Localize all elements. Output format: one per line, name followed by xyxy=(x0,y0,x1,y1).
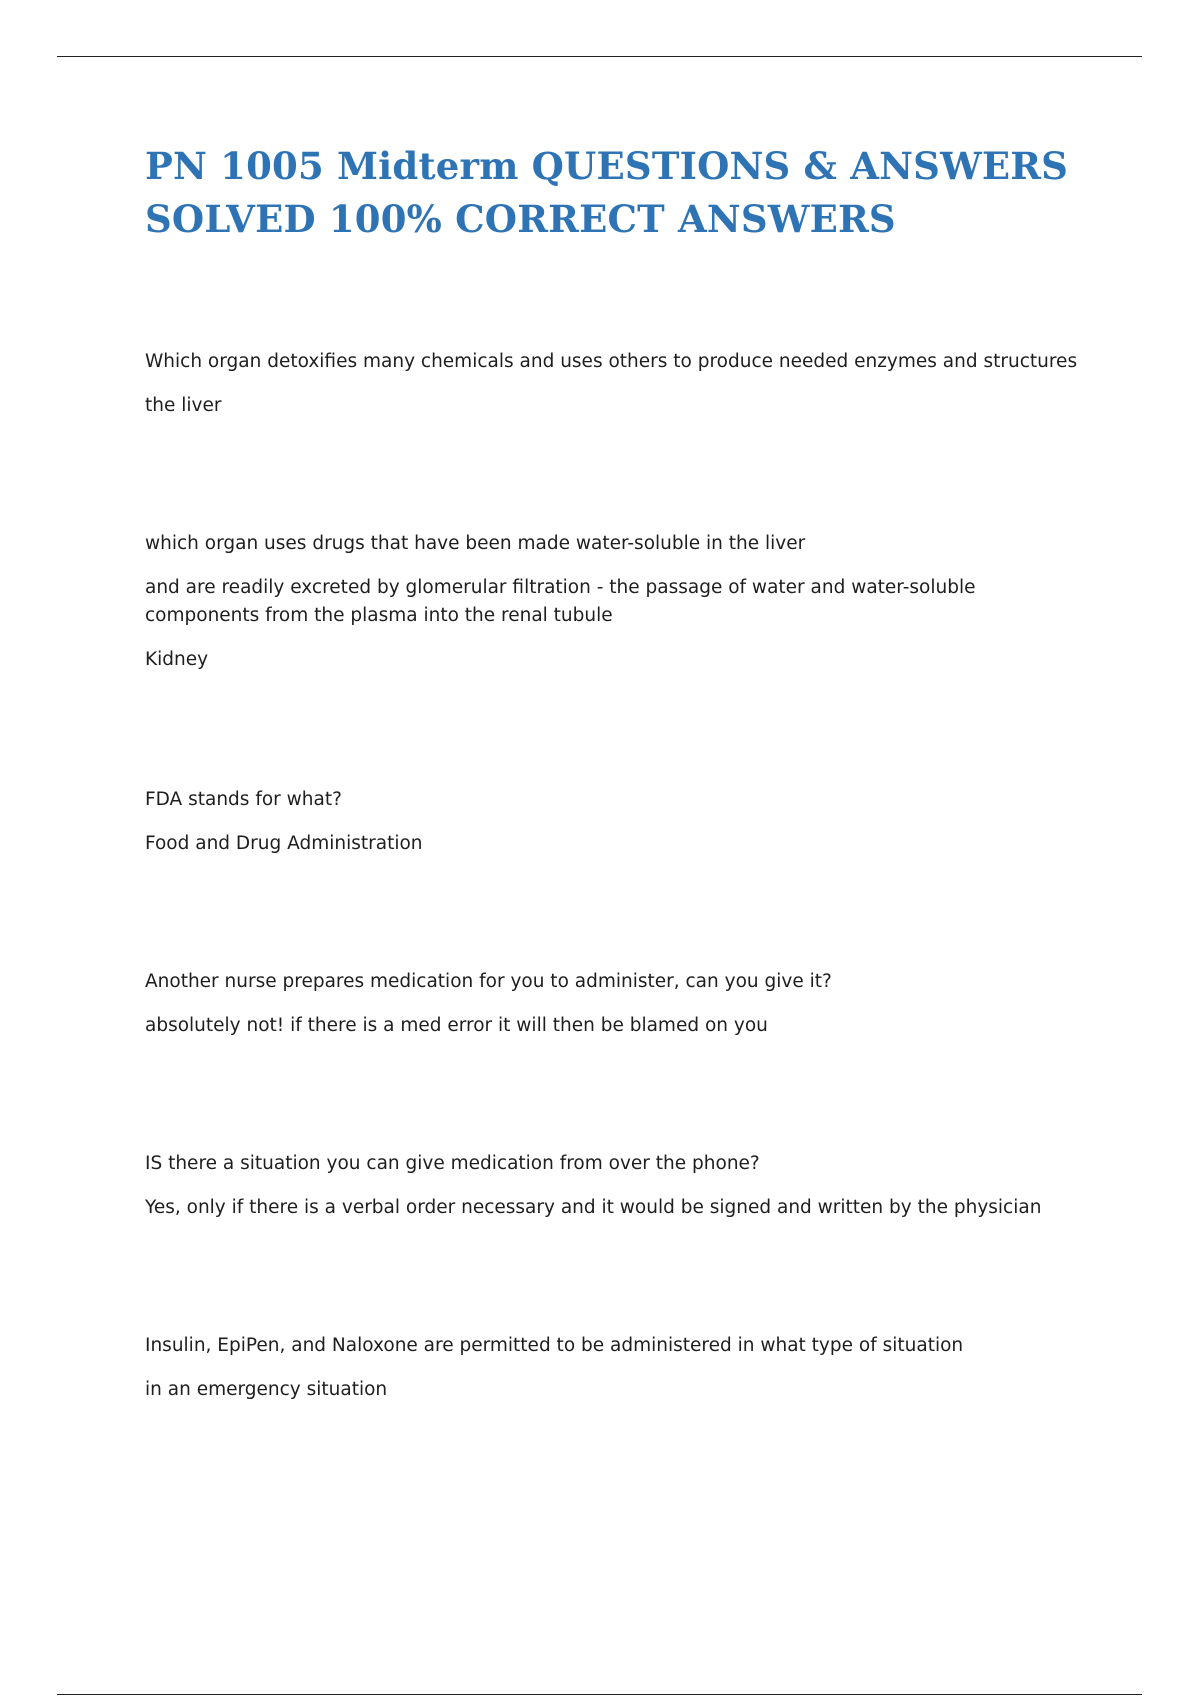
qa-item-5 xyxy=(145,1150,1095,1222)
question-3: FDA stands for what? xyxy=(145,789,342,810)
question-2: which organ uses drugs that have been made water-soluble in the liver xyxy=(145,533,806,554)
qa-item-1 xyxy=(145,348,1095,420)
question-6: Insulin, EpiPen, and Naloxone are permitted to be administered in what type of situation xyxy=(145,1335,964,1356)
answer-6: in an emergency situation xyxy=(145,1379,388,1400)
qa-item-6 xyxy=(145,1332,1095,1404)
answer-1: the liver xyxy=(145,395,222,416)
qa-item-4 xyxy=(145,968,1095,1040)
answer-5: Yes, only if there is a verbal order necessary and it would be signed and written by the physician xyxy=(145,1197,1042,1218)
footer-rule xyxy=(57,1694,1142,1695)
qa-item-2 xyxy=(145,530,1095,674)
answer-2: Kidney xyxy=(145,649,209,670)
title-line-2: SOLVED 100% CORRECT ANSWERS xyxy=(145,197,896,241)
question-1: Which organ detoxifies many chemicals and uses others to produce needed enzymes and structures xyxy=(145,351,1078,372)
answer-3: Food and Drug Administration xyxy=(145,833,423,854)
question-5: IS there a situation you can give medication from over the phone? xyxy=(145,1153,760,1174)
answer-4: absolutely not! if there is a med error it will then be blamed on you xyxy=(145,1015,768,1036)
header-rule xyxy=(57,56,1142,57)
document-title xyxy=(145,140,1105,246)
question-4: Another nurse prepares medication for you to administer, can you give it? xyxy=(145,971,832,992)
qa-item-3 xyxy=(145,786,1095,858)
title-line-1: PN 1005 Midterm QUESTIONS & ANSWERS xyxy=(145,144,1069,188)
question-2-continuation: and are readily excreted by glomerular filtration - the passage of water and water-soluble components from the plasma into the renal tubule xyxy=(145,577,976,626)
